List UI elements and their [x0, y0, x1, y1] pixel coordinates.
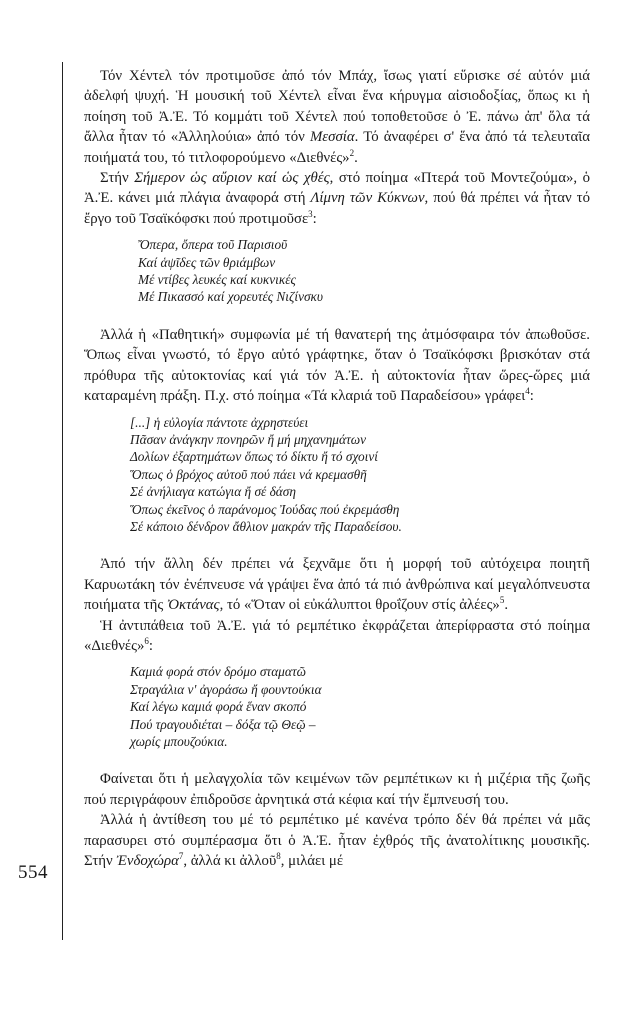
work-title-messiah: Μεσσία — [309, 129, 355, 146]
paragraph-rebetiko — [84, 616, 590, 657]
verse-line: Καμιά φορά στόν δρόμο σταματῶ — [130, 664, 306, 680]
footnote-ref-3: 3 — [308, 208, 313, 219]
verse-block-opera — [138, 236, 590, 306]
verse-line: Στραγάλια ν' ἀγοράσω ἤ φουντούκια — [130, 681, 322, 697]
p4-text-end: , τό «Ὅταν οἱ εὐκάλυπτοι θροΐζουν στίς ἀλέες» — [219, 597, 500, 614]
p2-colon: : — [312, 210, 317, 227]
p7-text-middle: , ἀλλά κι ἀλλοῦ — [183, 853, 277, 870]
paragraph-melancholy: Φαίνεται ὅτι ἡ μελαγχολία τῶν κειμένων τῶν ρεμπέτικων κι ἡ μιζέρια τῆς ζωῆς πού περιγράφουν ἐπιδροῦσε ἀρνητικά στά κέφια καί τήν ἔμπνευσή του. — [84, 771, 590, 808]
p7-text-end: , μιλάει μέ — [280, 853, 344, 870]
verse-line: Ὅπως ἐκεῖνος ὁ παράνομος Ἰούδας πού ἐκρεμάσθη — [130, 501, 400, 517]
page-number: 554 — [18, 862, 48, 883]
work-title-swan-lake: Λίμνη τῶν Κύκνων — [310, 190, 425, 207]
p1-text-start: Τόν Χέντελ τόν προτιμοῦσε ἀπό τόν Μπάχ, ἴσως γιατί εὕρισκε σέ αὐτόν μιά ἀδελφή ψυχή. Ἡ μουσική τοῦ Χέντελ εἶναι ἕνα κήρυγμα αἰσιοδοξίας, ὅπως κι ἡ ποίηση τοῦ Ἀ.Ἐ. Τό κομμάτι τοῦ Χέντελ πού τοποθετοῦσε ὁ Ἐ. πάνω ἀπ' ὅλα τά ἄλλα ἦταν τό «Ἀλληλούια» ἀπό τόν — [84, 68, 590, 146]
p5-text: Ἡ ἀντιπάθεια τοῦ Ἀ.Ἐ. γιά τό ρεμπέτικο ἐκφράζεται ἀπερίφραστα στό ποίημα «Διεθνές» — [84, 617, 590, 654]
book-title-simeron: Σήμερον ὡς αὔριον καί ὡς χθές — [134, 170, 330, 187]
margin-rule — [62, 62, 63, 940]
p5-colon: : — [148, 637, 153, 654]
verse-block-paradise — [130, 414, 590, 536]
verse-line: Πᾶσαν ἀνάγκην πονηρῶν ἤ μή μηχανημάτων — [130, 431, 366, 447]
book-title-endochora: Ἐνδοχώρα — [116, 853, 179, 870]
verse-line: Καί ἁψῖδες τῶν θριάμβων — [138, 254, 276, 270]
paragraph-karyotakis — [84, 554, 590, 615]
footnote-ref-4: 4 — [525, 386, 530, 397]
verse-line: Δολίων ἐξαρτημάτων ὅπως τό δίκτυ ἤ τό σχοινί — [130, 449, 378, 465]
p3-colon: : — [529, 388, 534, 405]
p4-text: Ἀπό τήν ἄλλη δέν πρέπει νά ξεχνᾶμε ὅτι ἡ μορφή τοῦ αὐτόχειρα ποιητῆ Καρυωτάκη τόν ἐνέπνευσε νά γράψει ἕνα ἀπό τά πιό ἀνθρώπινα καί μεγαλόπνευστα ποιήματα τῆς — [84, 556, 590, 614]
footnote-ref-5: 5 — [499, 595, 505, 606]
footnote-ref-6: 6 — [144, 636, 149, 647]
paragraph-handel: Τόν Χέντελ τόν προτιμοῦσε ἀπό τόν Μπάχ, ἴσως γιατί εὕρισκε σέ αὐτόν μιά ἀδελφή ψυχή. Ἡ μουσική τοῦ Χέντελ εἶναι ἕνα κήρυγμα αἰσιοδοξίας, ὅπως κι ἡ ποίηση τοῦ Ἀ.Ἐ. Τό κομμάτι τοῦ Χέντελ πού τοποθετοῦσε ὁ Ἐ. πάνω ἀπ' ὅλα τά ἄλλα ἦταν τό «Ἀλληλούια» ἀπό τόν Μεσσία. Τό ἀναφέρει σ' ἕνα ἀπό τά τελευταῖα ποιήματά του, τό τιτλοφορούμενο «Διεθνές»$^2$. — [84, 68, 591, 166]
verse-line: Ὄπερα, ὄπερα τοῦ Παρισιοῦ — [138, 237, 288, 253]
p7-text: Ἀλλά ἡ ἀντίθεση του μέ τό ρεμπέτικο μέ κανένα τρόπο δέν θά πρέπει νά μᾶς παρασυρει στό συμπέρασμα ὅτι ὁ Ἀ.Ἐ. ἦταν ἐχθρός τῆς ἀνατολίτικης μουσικῆς. Στήν — [84, 812, 590, 870]
verse-line: Μέ ντίβες λευκές καί κυκνικές — [138, 272, 296, 288]
footnote-ref-7: 7 — [178, 851, 184, 862]
verse-line: [...] ἡ εὐλογία πάντοτε ἀχρηστεύει — [130, 414, 309, 430]
verse-line: Σέ ἀνήλιαγα κατώγια ἤ σέ δάση — [130, 484, 296, 500]
verse-line: Καί λέγω καμιά φορά ἕναν σκοπό — [130, 699, 307, 715]
p2-text-start: Στήν — [100, 170, 135, 187]
footnote-ref-8: 8 — [276, 851, 281, 862]
paragraph-swan-lake — [84, 168, 590, 229]
verse-line: χωρίς μπουζούκια. — [130, 734, 228, 749]
p2-text-end: , πού θά πρέπει νά ἦταν τό ἔργο τοῦ Τσαϊκόφσκι πού προτιμοῦσε — [84, 190, 590, 227]
footnote-ref-2: 2 — [349, 147, 355, 158]
verse-line: Πού τραγουδιέται – δόξα τῷ Θεῷ – — [130, 716, 316, 732]
paragraph-eastern-music — [84, 810, 590, 871]
book-title-oktana: Ὀκτάνας — [166, 597, 220, 614]
verse-block-bouzouki — [130, 663, 590, 750]
p1-text-end: . Τό ἀναφέρει σ' ἕνα ἀπό τά τελευταῖα ποιήματά του, τό τιτλοφορούμενο «Διεθνές» — [84, 129, 591, 166]
p3-text: Ἀλλά ἡ «Παθητική» συμφωνία μέ τή θανατερή της ἀτμόσφαιρα τόν ἀπωθοῦσε. Ὅπως εἶναι γνωστό, τό ἔργο αὐτό γράφτηκε, ὅταν ὁ Τσαϊκόφσκι βρισκόταν στά πρόθυρα τῆς αὐτοκτονίας καί γιά τόν Ἀ.Ἐ. ἡ αὐτοκτονία ἦταν ὥρες-ὥρες μιά καταραμένη πράξη. Π.χ. στό ποίημα «Τά κλαριά τοῦ Παραδείσου» γράφει — [84, 326, 590, 405]
verse-line: Μέ Πικασσό καί χορευτές Νιζίνσκυ — [138, 289, 324, 305]
p4-period: . — [504, 597, 509, 614]
p2-text-middle: , στό ποίημα «Πτερά τοῦ Μοντεζούμα», ὁ Ἀ.Ἐ. κάνει μιά πλάγια ἀναφορά στή — [84, 170, 590, 207]
verse-line: Σέ κάποιο δένδρον ἄθλιον μακράν τῆς Παραδείσου. — [130, 518, 402, 534]
page-body — [84, 66, 590, 871]
verse-line: Ὅπως ὁ βρόχος αὐτοῦ πού πάει νά κρεμασθῆ — [130, 466, 367, 482]
paragraph-pathetique — [84, 325, 590, 407]
